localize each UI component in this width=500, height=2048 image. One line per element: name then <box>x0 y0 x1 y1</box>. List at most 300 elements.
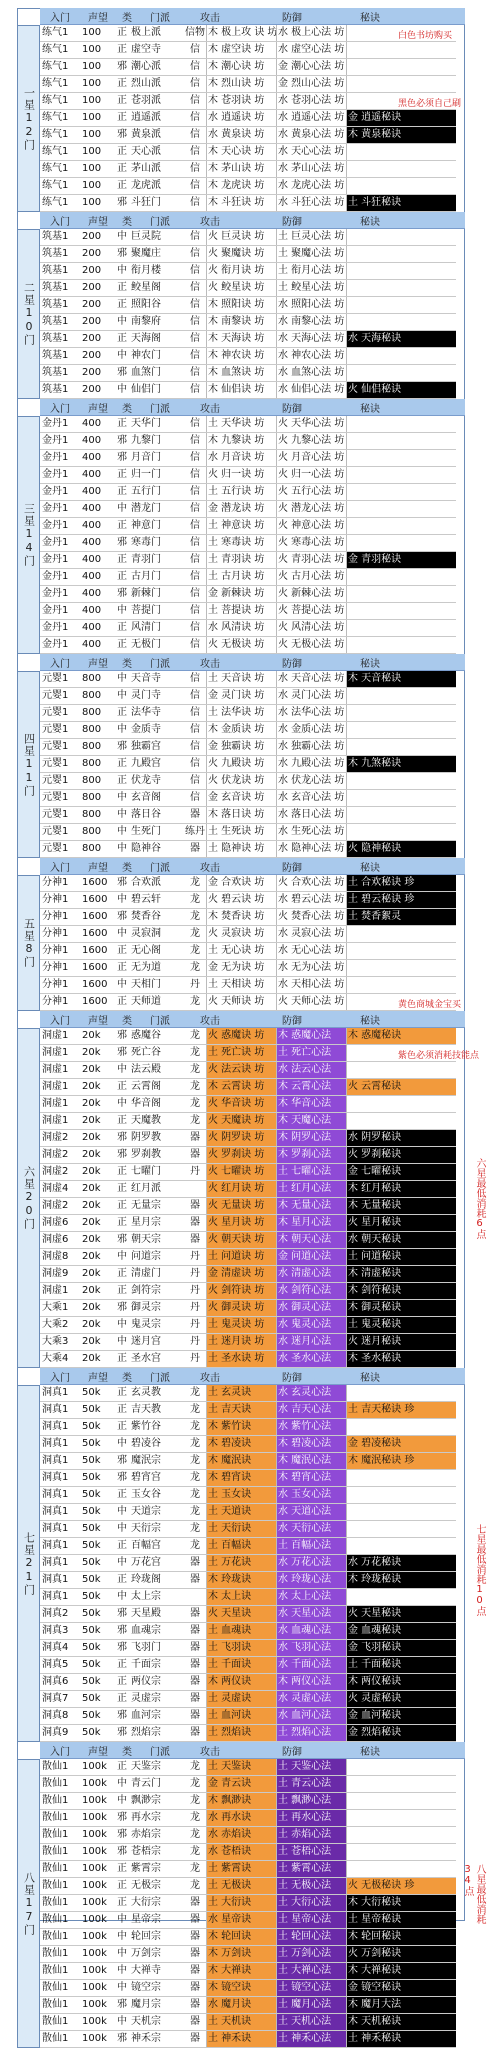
secret-cell <box>346 1759 456 1775</box>
secret-cell: 火 迷月秘诀 <box>346 1334 456 1350</box>
reputation-cell: 20k <box>82 1115 101 1126</box>
token-cell: 丹 <box>190 1336 200 1347</box>
realm-cell: 洞虚4 <box>42 1183 69 1194</box>
header-h4: 门派 <box>150 1015 170 1027</box>
defense-cell: 水 金质心法 坊 <box>276 722 346 738</box>
alignment-cell: 邪 <box>117 197 127 208</box>
attack-cell: 土 法华诀 坊 <box>206 705 276 721</box>
table-row <box>40 994 456 1011</box>
realm-cell: 洞虚1 <box>42 1064 69 1075</box>
sect-cell: 五行门 <box>131 486 161 497</box>
alignment-cell: 中 <box>117 1098 127 1109</box>
tier-label <box>17 416 40 654</box>
realm-cell: 洞真2 <box>42 1608 69 1619</box>
defense-cell: 水 玄灵心法 <box>276 1385 346 1401</box>
table-row <box>40 450 456 467</box>
defense-cell: 水 南黎心法 坊 <box>276 314 346 330</box>
table-row <box>40 1538 456 1555</box>
alignment-cell: 正 <box>117 1268 127 1279</box>
sect-cell: 七曜门 <box>131 1166 161 1177</box>
table-row <box>40 637 456 654</box>
secret-cell: 火 天星秘诀 <box>346 1606 456 1622</box>
attack-cell: 水 月音诀 坊 <box>206 450 276 466</box>
alignment-cell: 中 <box>117 792 127 803</box>
token-cell: 龙 <box>190 1438 200 1449</box>
realm-cell: 大乘4 <box>42 1353 69 1364</box>
sect-cell: 无心阁 <box>131 945 161 956</box>
defense-cell: 水 极上心法 坊 <box>276 25 346 41</box>
table-row <box>40 1793 456 1810</box>
realm-cell: 洞虚2 <box>42 1132 69 1143</box>
reputation-cell: 20k <box>82 1268 101 1279</box>
table-row <box>40 314 456 331</box>
table-row <box>40 501 456 518</box>
reputation-cell: 50k <box>82 1591 101 1602</box>
sect-cell: 灵虚宗 <box>131 1693 161 1704</box>
table-row <box>40 722 456 739</box>
sect-cell: 朝天宗 <box>131 1234 161 1245</box>
reputation-cell: 20k <box>82 1166 101 1177</box>
reputation-cell: 20k <box>82 1234 101 1245</box>
table-row <box>40 1147 456 1164</box>
table-row <box>40 382 456 399</box>
token-cell: 信 <box>190 503 200 514</box>
sect-cell: 天星殿 <box>131 1608 161 1619</box>
sect-cell: 仙侣门 <box>131 384 161 395</box>
defense-cell: 火 月音心法 坊 <box>276 450 346 466</box>
reputation-cell: 100k <box>82 1931 107 1942</box>
token-cell: 器 <box>190 1557 200 1568</box>
table-row <box>40 1674 456 1691</box>
header-h6: 防御 <box>282 1746 302 1758</box>
table-row <box>40 1130 456 1147</box>
alignment-cell: 正 <box>117 1421 127 1432</box>
token-cell: 器 <box>190 1897 200 1908</box>
secret-cell <box>346 76 456 92</box>
tier-header <box>40 399 465 416</box>
token-cell: 信 <box>190 44 200 55</box>
alignment-cell: 邪 <box>117 1472 127 1483</box>
secret-cell <box>346 688 456 704</box>
attack-cell: 火 星月诀 坊 <box>206 1215 276 1231</box>
table-row <box>40 246 456 263</box>
sect-cell: 星帝宗 <box>131 1914 161 1925</box>
realm-cell: 散仙1 <box>42 2033 69 2044</box>
secret-cell: 火 无极秘诀 珍 <box>346 1878 456 1894</box>
sect-cell: 极上派 <box>131 27 161 38</box>
reputation-cell: 200 <box>82 265 102 276</box>
sect-cell: 大衍宗 <box>131 1897 161 1908</box>
table-row <box>40 1300 456 1317</box>
table-row <box>40 1453 456 1470</box>
table-row <box>40 1266 456 1283</box>
alignment-cell: 正 <box>117 78 127 89</box>
sect-cell: 百幅宫 <box>131 1540 161 1551</box>
header-h4: 门派 <box>150 1746 170 1758</box>
secret-cell: 水 天海秘诀 <box>346 331 456 347</box>
annotation-note: 紫色必须消耗技能点 <box>398 1051 480 1061</box>
attack-cell: 木 南黎诀 坊 <box>206 314 276 330</box>
alignment-cell: 正 <box>117 1693 127 1704</box>
table-row <box>40 1436 456 1453</box>
attack-cell: 木 碧宵诀 <box>206 1470 276 1486</box>
table-row <box>40 59 456 76</box>
realm-cell: 分神1 <box>42 894 69 905</box>
table-row <box>40 909 456 926</box>
sect-cell: 苍梧宗 <box>131 1846 161 1857</box>
attack-cell: 土 神意诀 坊 <box>206 518 276 534</box>
sect-cell: 潜龙门 <box>131 503 161 514</box>
realm-cell: 元婴1 <box>42 758 69 769</box>
reputation-cell: 50k <box>82 1506 101 1517</box>
defense-cell: 水 落日心法 坊 <box>276 807 346 823</box>
token-cell: 器 <box>190 1999 200 2010</box>
realm-cell: 筑基1 <box>42 265 69 276</box>
token-cell: 器 <box>190 1982 200 1993</box>
reputation-cell: 50k <box>82 1659 101 1670</box>
alignment-cell: 邪 <box>117 1625 127 1636</box>
token-cell: 信 <box>190 180 200 191</box>
attack-cell: 木 苍羽诀 坊 <box>206 93 276 109</box>
table-row <box>40 1504 456 1521</box>
table-row <box>40 790 456 807</box>
table-row <box>40 1028 456 1045</box>
alignment-cell: 邪 <box>117 1642 127 1653</box>
token-cell: 龙 <box>190 1846 200 1857</box>
defense-cell: 土 青云心法 <box>276 1776 346 1792</box>
alignment-cell: 正 <box>117 299 127 310</box>
header-h7: 秘诀 <box>360 862 380 874</box>
secret-cell: 木 天机秘诀 <box>346 2014 456 2030</box>
defense-cell: 水 千面心法 <box>276 1657 346 1673</box>
header-h2: 声望 <box>88 1015 108 1027</box>
token-cell: 龙 <box>190 1540 200 1551</box>
realm-cell: 练气1 <box>42 197 69 208</box>
defense-cell: 火 天师心法 坊 <box>276 994 346 1010</box>
token-cell: 信 <box>190 741 200 752</box>
alignment-cell: 正 <box>117 1761 127 1772</box>
secret-cell: 木 御灵秘诀 <box>346 1300 456 1316</box>
tier-label <box>17 25 40 212</box>
attack-cell: 土 万花诀 <box>206 1555 276 1571</box>
token-cell: 信 <box>190 367 200 378</box>
secret-cell <box>346 59 456 75</box>
secret-cell <box>346 246 456 262</box>
sect-cell: 云霄阁 <box>131 1081 161 1092</box>
alignment-cell: 中 <box>117 673 127 684</box>
realm-cell: 分神1 <box>42 877 69 888</box>
table-row <box>40 569 456 586</box>
attack-cell: 木 极上攻 诀 坊 <box>206 25 276 41</box>
reputation-cell: 20k <box>82 1081 101 1092</box>
reputation-cell: 100 <box>82 27 102 38</box>
realm-cell: 练气1 <box>42 146 69 157</box>
realm-cell: 洞虚8 <box>42 1251 69 1262</box>
reputation-cell: 20k <box>82 1302 101 1313</box>
attack-cell: 土 天道诀 <box>206 1504 276 1520</box>
token-cell: 龙 <box>190 1030 200 1041</box>
sect-cell: 隐神谷 <box>131 843 161 854</box>
table-row <box>40 875 456 892</box>
secret-cell: 土 碧云秘诀 珍 <box>346 892 456 908</box>
defense-cell: 木 魔泯心法 <box>276 1453 346 1469</box>
token-cell: 信 <box>190 452 200 463</box>
attack-cell: 土 神禾诀 <box>206 2031 276 2047</box>
sect-cell: 轮回宗 <box>131 1931 161 1942</box>
alignment-cell: 正 <box>117 1387 127 1398</box>
sect-cell: 天音寺 <box>131 673 161 684</box>
reputation-cell: 400 <box>82 418 102 429</box>
table-row <box>40 586 456 603</box>
realm-cell: 散仙1 <box>42 1897 69 1908</box>
reputation-cell: 400 <box>82 486 102 497</box>
alignment-cell: 正 <box>117 1115 127 1126</box>
table-row <box>40 161 456 178</box>
realm-cell: 金丹1 <box>42 571 69 582</box>
token-cell: 信 <box>190 758 200 769</box>
table-row <box>40 1980 456 1997</box>
table-row <box>40 1215 456 1232</box>
alignment-cell: 邪 <box>117 911 127 922</box>
alignment-cell: 邪 <box>117 1234 127 1245</box>
attack-cell: 土 青羽诀 坊 <box>206 552 276 568</box>
table-row <box>40 1487 456 1504</box>
header-h2: 声望 <box>88 12 108 24</box>
sect-cell: 镜空宗 <box>131 1982 161 1993</box>
reputation-cell: 50k <box>82 1404 101 1415</box>
attack-cell: 木 焚香诀 坊 <box>206 909 276 925</box>
secret-cell: 火 万剑秘诀 <box>346 1946 456 1962</box>
attack-cell: 火 衔月诀 坊 <box>206 263 276 279</box>
alignment-cell: 正 <box>117 639 127 650</box>
reputation-cell: 50k <box>82 1557 101 1568</box>
table-row <box>40 1096 456 1113</box>
alignment-cell: 正 <box>117 163 127 174</box>
token-cell: 龙 <box>190 1523 200 1534</box>
realm-cell: 练气1 <box>42 112 69 123</box>
table-row <box>40 1623 456 1640</box>
alignment-cell: 中 <box>117 1948 127 1959</box>
token-cell: 信 <box>190 673 200 684</box>
header-h2: 声望 <box>88 1372 108 1384</box>
defense-cell: 土 神禾心法 <box>276 2031 346 2047</box>
table-row <box>40 1657 456 1674</box>
realm-cell: 洞虚2 <box>42 1149 69 1160</box>
secret-cell <box>346 1793 456 1809</box>
token-cell: 龙 <box>190 1778 200 1789</box>
table-row <box>40 1334 456 1351</box>
token-cell: 器 <box>190 2016 200 2027</box>
realm-cell: 洞虚1 <box>42 1047 69 1058</box>
secret-cell: 土 斗狂秘诀 <box>346 195 456 211</box>
reputation-cell: 1600 <box>82 894 108 905</box>
table-row <box>40 1402 456 1419</box>
attack-cell: 土 问道诀 坊 <box>206 1249 276 1265</box>
token-cell: 器 <box>190 1608 200 1619</box>
reputation-cell: 400 <box>82 452 102 463</box>
attack-cell: 火 法云诀 坊 <box>206 1062 276 1078</box>
defense-cell: 水 飞羽心法 <box>276 1640 346 1656</box>
token-cell: 龙 <box>190 928 200 939</box>
attack-cell: 木 仙侣诀 坊 <box>206 382 276 398</box>
table-row <box>40 1079 456 1096</box>
sect-cell: 苍羽派 <box>131 95 161 106</box>
defense-cell: 水 玲珑心法 <box>276 1572 346 1588</box>
realm-cell: 金丹1 <box>42 639 69 650</box>
token-cell: 信 <box>190 316 200 327</box>
reputation-cell: 100k <box>82 2016 107 2027</box>
defense-cell: 火 新棘心法 坊 <box>276 586 346 602</box>
attack-cell: 土 无心诀 坊 <box>206 943 276 959</box>
sect-cell: 月音门 <box>131 452 161 463</box>
defense-cell: 火 九黎心法 坊 <box>276 433 346 449</box>
sect-cell: 天鉴宗 <box>131 1761 161 1772</box>
secret-cell <box>346 297 456 313</box>
secret-cell <box>346 518 456 534</box>
reputation-cell: 400 <box>82 537 102 548</box>
attack-cell: 金 青云诀 <box>206 1776 276 1792</box>
alignment-cell: 中 <box>117 1914 127 1925</box>
table-row <box>40 1776 456 1793</box>
attack-cell: 木 云霄诀 坊 <box>206 1079 276 1095</box>
defense-cell: 水 龙虎心法 坊 <box>276 178 346 194</box>
secret-cell <box>346 705 456 721</box>
token-cell: 龙 <box>190 1404 200 1415</box>
token-cell: 信 <box>190 282 200 293</box>
table-row <box>40 1232 456 1249</box>
alignment-cell: 邪 <box>117 1047 127 1058</box>
header-h7: 秘诀 <box>360 1015 380 1027</box>
attack-cell: 水 风清诀 坊 <box>206 620 276 636</box>
table-row <box>40 1045 456 1062</box>
secret-cell <box>346 314 456 330</box>
attack-cell: 木 大禅诀 <box>206 1963 276 1979</box>
table-row <box>40 484 456 501</box>
header-h1: 入门 <box>50 1372 70 1384</box>
realm-cell: 散仙1 <box>42 1914 69 1925</box>
sect-cell: 独霸宫 <box>131 741 161 752</box>
sect-cell: 无极宗 <box>131 1880 161 1891</box>
reputation-cell: 20k <box>82 1030 101 1041</box>
header-h5: 攻击 <box>200 216 220 228</box>
reputation-cell: 20k <box>82 1353 101 1364</box>
sect-cell: 天海阁 <box>131 333 161 344</box>
token-cell: 器 <box>190 1948 200 1959</box>
token-cell: 龙 <box>190 877 200 888</box>
alignment-cell: 中 <box>117 1965 127 1976</box>
header-h4: 门派 <box>150 216 170 228</box>
alignment-cell: 中 <box>117 928 127 939</box>
alignment-cell: 中 <box>117 1795 127 1806</box>
attack-cell: 木 虚空诀 坊 <box>206 42 276 58</box>
realm-cell: 散仙1 <box>42 1982 69 1993</box>
attack-cell: 木 飘渺诀 <box>206 1793 276 1809</box>
realm-cell: 洞真9 <box>42 1727 69 1738</box>
reputation-cell: 800 <box>82 843 102 854</box>
reputation-cell: 400 <box>82 571 102 582</box>
token-cell: 龙 <box>190 1115 200 1126</box>
table-row <box>40 1810 456 1827</box>
alignment-cell: 正 <box>117 27 127 38</box>
table-row <box>40 1708 456 1725</box>
table-row <box>40 807 456 824</box>
reputation-cell: 400 <box>82 435 102 446</box>
attack-cell: 木 九黎诀 坊 <box>206 433 276 449</box>
table-row <box>40 1385 456 1402</box>
attack-cell: 金 无为诀 坊 <box>206 960 276 976</box>
table-row <box>40 1878 456 1895</box>
alignment-cell: 中 <box>117 690 127 701</box>
defense-cell: 土 烈焰心法 <box>276 1725 346 1741</box>
realm-cell: 筑基1 <box>42 299 69 310</box>
attack-cell: 火 朝天诀 坊 <box>206 1232 276 1248</box>
sect-cell: 鲛星阁 <box>131 282 161 293</box>
token-cell: 器 <box>190 1727 200 1738</box>
table-row <box>40 977 456 994</box>
realm-cell: 金丹1 <box>42 537 69 548</box>
header-h2: 声望 <box>88 403 108 415</box>
attack-cell: 土 烈焰诀 <box>206 1725 276 1741</box>
table-row <box>40 263 456 280</box>
alignment-cell: 邪 <box>117 452 127 463</box>
alignment-cell: 中 <box>117 503 127 514</box>
sect-cell: 神农门 <box>131 350 161 361</box>
token-cell: 信物 <box>185 27 205 38</box>
token-cell: 龙 <box>190 1047 200 1058</box>
sect-cell: 灵门寺 <box>131 690 161 701</box>
reputation-cell: 20k <box>82 1064 101 1075</box>
defense-cell: 火 合欢心法 坊 <box>276 875 346 891</box>
sect-cell: 潮心派 <box>131 61 161 72</box>
sect-cell: 圣水宫 <box>131 1353 161 1364</box>
sect-cell: 烈焰宗 <box>131 1727 161 1738</box>
sect-cell: 古月门 <box>131 571 161 582</box>
sect-cell: 九殿宫 <box>131 758 161 769</box>
table-row <box>40 1895 456 1912</box>
token-cell: 练丹 <box>185 826 205 837</box>
defense-cell: 水 仙侣心法 坊 <box>276 382 346 398</box>
table-row <box>40 144 456 161</box>
defense-cell: 水 灵寂心法 坊 <box>276 926 346 942</box>
table-row <box>40 76 456 93</box>
alignment-cell: 正 <box>117 1897 127 1908</box>
reputation-cell: 100 <box>82 112 102 123</box>
sect-cell: 万花宫 <box>131 1557 161 1568</box>
defense-cell: 火 风清心法 坊 <box>276 620 346 636</box>
header-h1: 入门 <box>50 1746 70 1758</box>
secret-cell <box>346 603 456 619</box>
tier-header <box>40 1742 465 1759</box>
sect-cell: 无量宗 <box>131 1200 161 1211</box>
attack-cell: 火 剑符诀 坊 <box>206 1283 276 1299</box>
token-cell: 器 <box>190 1132 200 1143</box>
defense-cell: 水 血河心法 <box>276 1708 346 1724</box>
token-cell: 器 <box>190 1965 200 1976</box>
sect-cell: 死亡谷 <box>131 1047 161 1058</box>
defense-cell: 木 天魔心法 <box>276 1113 346 1129</box>
reputation-cell: 50k <box>82 1421 101 1432</box>
reputation-cell: 100 <box>82 163 102 174</box>
attack-cell: 火 七曜诀 坊 <box>206 1164 276 1180</box>
realm-cell: 元婴1 <box>42 843 69 854</box>
sect-cell: 再水宗 <box>131 1812 161 1823</box>
tier-label-text: 六星20门 <box>22 1166 36 1230</box>
realm-cell: 金丹1 <box>42 588 69 599</box>
defense-cell: 水 独霸心法 坊 <box>276 739 346 755</box>
defense-cell: 火 无极心法 坊 <box>276 637 346 653</box>
secret-cell <box>346 1487 456 1503</box>
header-h2: 声望 <box>88 862 108 874</box>
